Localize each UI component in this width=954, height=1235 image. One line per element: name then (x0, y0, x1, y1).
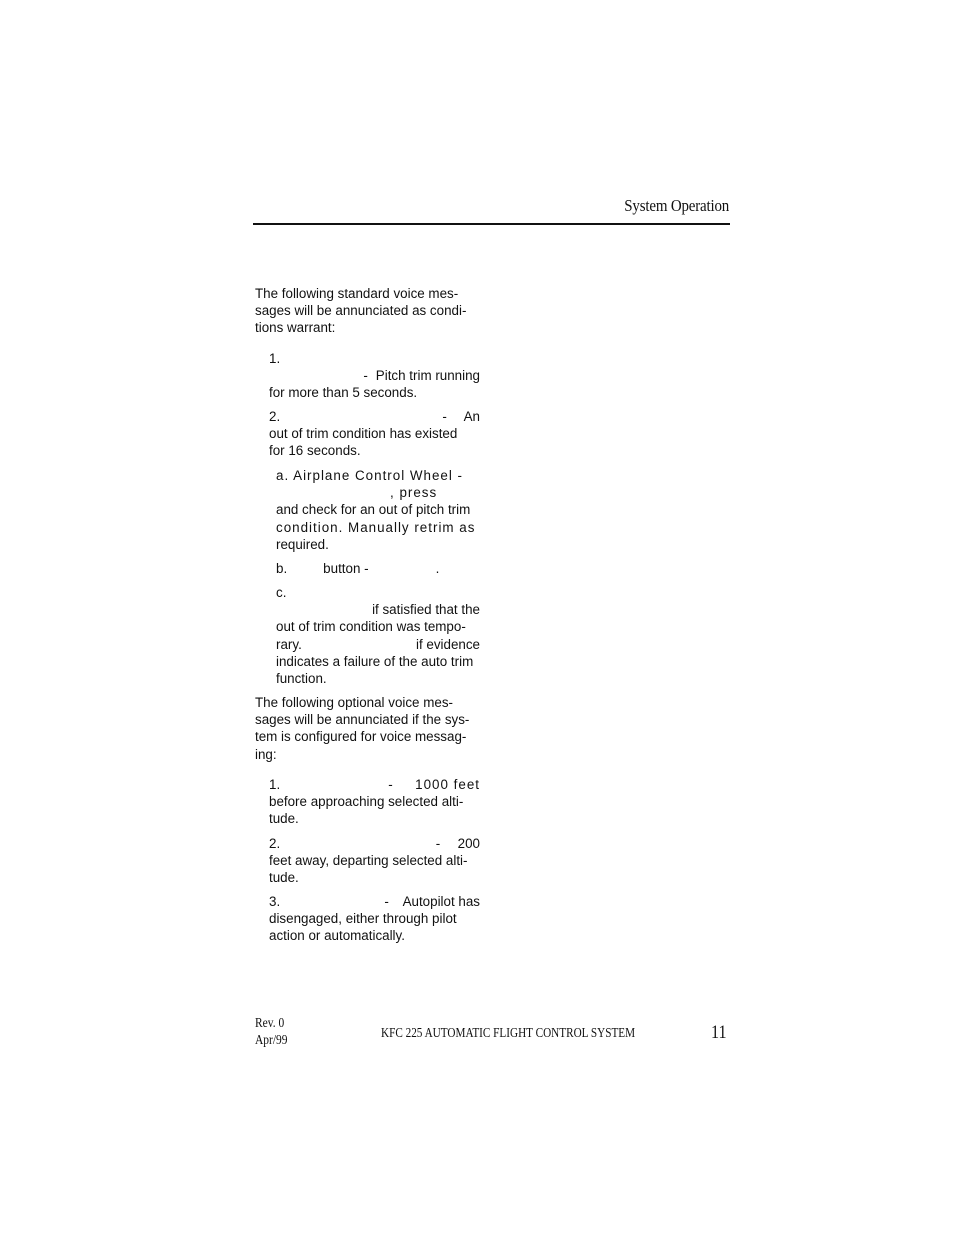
optional-messages-intro (255, 694, 480, 763)
sub-item-c-text: function. (276, 670, 327, 686)
sub-item-c-text: rary. (276, 636, 302, 652)
sub-item-letter: c. (276, 585, 287, 600)
standard-item-1 (269, 350, 480, 402)
intro-line: tions warrant: (255, 320, 336, 336)
intro-line: sages will be annunciated if the sys- (255, 712, 470, 728)
sub-item-a-text: required. (276, 536, 329, 552)
item-description: feet away, departing selected alti- (269, 853, 468, 869)
item-description: 200 (457, 836, 480, 851)
page-header-title: System Operation (624, 196, 729, 215)
sub-item-b (276, 560, 480, 577)
sub-item-c-text: if satisfied that the (372, 602, 480, 618)
item-dash: - (384, 894, 389, 909)
item-description: before approaching selected alti- (269, 794, 464, 810)
item-dash: - (435, 836, 441, 851)
optional-item-1 (269, 776, 480, 828)
item-description: for more than 5 seconds. (269, 385, 418, 401)
footer-date: Apr/99 (255, 1032, 288, 1047)
sub-item-c-text: indicates a failure of the auto trim (276, 653, 474, 669)
item-dash: - (442, 409, 447, 424)
item-dash: - (363, 368, 368, 384)
standard-item-2 (269, 408, 480, 460)
item-description: tude. (269, 811, 299, 827)
intro-line: The following standard voice mes- (255, 286, 459, 301)
item-description: action or automatically. (269, 928, 405, 944)
item-description: An (463, 409, 480, 424)
standard-messages-intro (255, 285, 480, 337)
sub-item-b-period: . (435, 561, 440, 576)
item-description: Pitch trim running (375, 368, 480, 384)
sub-item-c (276, 584, 480, 687)
intro-line: The following optional voice mes- (255, 695, 453, 710)
header-rule (253, 223, 730, 225)
intro-line: ing: (255, 746, 277, 762)
page-number: 11 (711, 1022, 727, 1043)
item-dash: - (388, 777, 394, 792)
footer-rev: Rev. 0 (255, 1015, 285, 1030)
optional-item-2 (269, 835, 480, 887)
sub-item-a (276, 467, 480, 553)
item-description: 1000 feet (415, 777, 480, 792)
sub-item-a-text: and check for an out of pitch trim (276, 502, 471, 518)
sub-item-a-press: , press (390, 485, 438, 501)
optional-item-3 (269, 893, 480, 945)
footer-system-name: KFC 225 AUTOMATIC FLIGHT CONTROL SYSTEM (381, 1025, 636, 1040)
item-number: 3. (269, 894, 281, 909)
footer-revision (255, 1014, 288, 1048)
sub-item-c-text: out of trim condition was tempo- (276, 619, 466, 635)
item-number: 2. (269, 836, 281, 851)
sub-item-a-title: a. Airplane Control Wheel - (276, 468, 464, 483)
item-number: 2. (269, 409, 281, 424)
item-number: 1. (269, 351, 281, 366)
sub-item-b-button: button - (323, 561, 369, 576)
item-number: 1. (269, 777, 281, 792)
intro-line: tem is configured for voice messag- (255, 729, 467, 745)
sub-item-a-text: condition. Manually retrim as (276, 519, 476, 535)
item-description: tude. (269, 870, 299, 886)
item-description: out of trim condition has existed (269, 426, 458, 442)
item-description: for 16 seconds. (269, 443, 361, 459)
item-description: Autopilot has (402, 894, 480, 909)
sub-item-c-text: if evidence (415, 636, 480, 652)
intro-line: sages will be annunciated as condi- (255, 303, 467, 319)
item-description: disengaged, either through pilot (269, 911, 457, 927)
sub-item-letter: b. (276, 561, 288, 576)
